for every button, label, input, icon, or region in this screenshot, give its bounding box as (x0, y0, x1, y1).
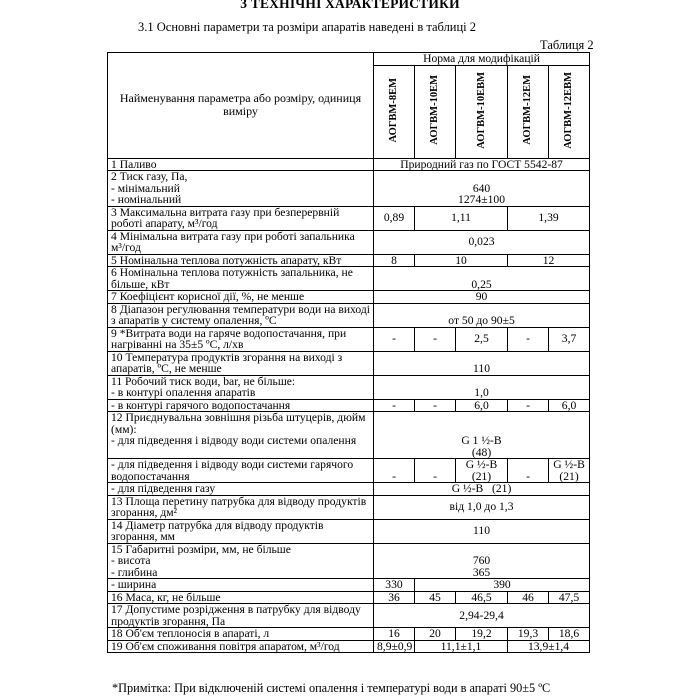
table-row (108, 555, 590, 567)
param-value: - (374, 459, 415, 483)
param-value (549, 459, 590, 483)
table-row (108, 519, 590, 543)
param-value: - (508, 399, 549, 412)
table-caption: Таблиця 2 (540, 38, 594, 52)
param-subname: - номінальний (108, 194, 374, 206)
param-value: 2,94-29,4 (374, 604, 590, 628)
intro-text: 3.1 Основні параметри та розміри апаратів наведені в таблиці 2 (138, 20, 477, 34)
table-row (108, 435, 590, 459)
param-value: 19,2 (456, 628, 508, 641)
param-value: 1,11 (415, 206, 508, 230)
table-row (108, 459, 590, 483)
param-name: 15 Габаритні розміри, мм, не більше (108, 543, 374, 555)
table-row (108, 158, 590, 171)
param-value: 8,9±0,9 (374, 640, 415, 653)
table-row (108, 194, 590, 206)
param-name: 10 Температура продуктів згорання на виході з апаратів, ºС, не менше (108, 351, 374, 375)
table-row (108, 387, 590, 399)
param-name: 11 Робочий тиск води, bar, не більше: (108, 375, 374, 387)
table-row (108, 267, 590, 291)
table-row (108, 291, 590, 304)
param-value: - (415, 327, 456, 351)
table-row (108, 254, 590, 267)
param-subname: - для підведення і відводу води системи гарячого водопостачання (108, 459, 374, 483)
param-value (456, 459, 508, 483)
param-name: 19 Об'єм споживання повітря апаратом, м³/год (108, 640, 374, 653)
param-name: 1 Паливо (108, 158, 374, 171)
table-row (108, 399, 590, 412)
param-value: - (508, 327, 549, 351)
param-value (374, 435, 590, 459)
param-name: 6 Номінальна теплова потужність запальника, не більше, кВт (108, 267, 374, 291)
param-value: 12 (508, 254, 590, 267)
param-value: від 1,0 до 1,3 (374, 495, 590, 519)
param-name: 12 Приєднувальна зовнішня різьба штуцерів, дюйм (мм): (108, 412, 374, 436)
table-row (108, 327, 590, 351)
param-subname: - висота (108, 555, 374, 567)
param-value: 47,5 (549, 591, 590, 604)
param-name: 4 Мінімальна витрата газу при роботі запальника м³/год (108, 230, 374, 254)
param-value: 2,5 (456, 327, 508, 351)
param-value: 10 (415, 254, 508, 267)
table-row (108, 567, 590, 579)
param-value: - (415, 399, 456, 412)
param-subname: - для підведення і відводу води системи опалення (108, 435, 374, 459)
model-header: АОГВМ-10ЕМ (415, 65, 456, 158)
table-row (108, 303, 590, 327)
table-row (108, 183, 590, 195)
param-value: 330 (374, 579, 415, 592)
param-subname: - ширина (108, 579, 374, 592)
param-name: 9 *Витрата води на гаряче водопостачання, при нагріванні на 35±5 ºС, л/хв (108, 327, 374, 351)
param-value: 20 (415, 628, 456, 641)
param-value: Природний газ по ГОСТ 5542-87 (374, 158, 590, 171)
table-row (108, 171, 590, 183)
param-value: - (374, 399, 415, 412)
param-value: 19,3 (508, 628, 549, 641)
param-value: 0,023 (374, 230, 590, 254)
footnote: *Примітка: При відключеній системі опалення і температурі води в апараті 90±5 ºС (112, 681, 551, 695)
param-value: 0,89 (374, 206, 415, 230)
param-value: 45 (415, 591, 456, 604)
param-subname: - для підведення газу (108, 483, 374, 496)
table-row (108, 495, 590, 519)
param-value: 365 (374, 567, 590, 579)
param-name: 13 Площа перетину патрубка для відводу продуктів згорання, дм² (108, 495, 374, 519)
param-value: 8 (374, 254, 415, 267)
param-name: 18 Об'єм теплоносія в апараті, л (108, 628, 374, 641)
param-subname: - мінімальний (108, 183, 374, 195)
model-header: АОГВМ-8ЕМ (374, 65, 415, 158)
table-row (108, 483, 590, 496)
table-row (108, 604, 590, 628)
param-value: - (415, 459, 456, 483)
table-row (108, 579, 590, 592)
parameters-table (107, 52, 590, 653)
thread-dhw: G ½-В (553, 458, 585, 471)
param-value: 16 (374, 628, 415, 641)
param-value: 6,0 (549, 399, 590, 412)
param-name: 3 Максимальна витрата газу при безперервній роботі апарату, м³/год (108, 206, 374, 230)
param-value: 390 (415, 579, 590, 592)
param-value: 46 (508, 591, 549, 604)
thread-dhw-mm: (21) (471, 469, 492, 483)
table-row (108, 543, 590, 555)
param-value: 6,0 (456, 399, 508, 412)
param-name: 5 Номінальна теплова потужність апарату, кВт (108, 254, 374, 267)
param-value: 90 (374, 291, 590, 304)
param-value: 3,7 (549, 327, 590, 351)
param-value: 1,39 (508, 206, 590, 230)
param-value: G ½-В (21) (374, 483, 590, 496)
param-value: 640 (374, 183, 590, 195)
param-name: 16 Маса, кг, не більше (108, 591, 374, 604)
param-value: - (508, 459, 549, 483)
table-row (108, 412, 590, 436)
param-value: 36 (374, 591, 415, 604)
thread-heating: G 1 ½-В (461, 435, 502, 447)
table-row (108, 375, 590, 387)
table-row (108, 206, 590, 230)
param-value: от 50 до 90±5 (374, 303, 590, 327)
thread-heating-mm: (48) (471, 445, 492, 459)
param-value: 46,5 (456, 591, 508, 604)
param-name: 8 Діапазон регулювання температури води на виході з апаратів у систему опалення, ºС (108, 303, 374, 327)
section-title: 3 ТЕХНІЧНІ ХАРАКТЕРИСТИКИ (240, 0, 460, 11)
table-row (108, 628, 590, 641)
param-value: 13,9±1,4 (508, 640, 590, 653)
header-parameter-name: Найменування параметра або розміру, одиниця виміру (108, 53, 374, 159)
thread-dhw: G ½-В (465, 458, 498, 471)
param-value: 110 (374, 351, 590, 375)
table-header-row (108, 53, 590, 66)
param-value: 11,1±1,1 (415, 640, 508, 653)
param-name: 7 Коефіцієнт корисної дії, %, не менше (108, 291, 374, 304)
thread-dhw-mm: (21) (559, 469, 579, 483)
param-subname: - в контурі гарячого водопостачання (108, 399, 374, 412)
param-value: 110 (374, 519, 590, 543)
param-value: - (374, 327, 415, 351)
param-value: 1,0 (374, 387, 590, 399)
table-row (108, 230, 590, 254)
param-subname: - глибина (108, 567, 374, 579)
param-name: 14 Діаметр патрубка для відводу продуктів згорання, мм (108, 519, 374, 543)
param-value: 760 (374, 555, 590, 567)
header-norm: Норма для модифікацій (374, 53, 590, 66)
param-name: 17 Допустиме розрідження в патрубку для відводу продуктів згорання, Па (108, 604, 374, 628)
table-row (108, 640, 590, 653)
param-value: 0,25 (374, 267, 590, 291)
param-value: 1274±100 (374, 194, 590, 206)
table-row (108, 591, 590, 604)
param-subname: - в контурі опалення апаратів (108, 387, 374, 399)
model-header: АОГВМ-10ЕВМ (456, 65, 508, 158)
model-header: АОГВМ-12ЕМ (508, 65, 549, 158)
param-name: 2 Тиск газу, Па, (108, 171, 374, 183)
param-value: 18,6 (549, 628, 590, 641)
model-header: АОГВМ-12ЕВМ (549, 65, 590, 158)
table-row (108, 351, 590, 375)
